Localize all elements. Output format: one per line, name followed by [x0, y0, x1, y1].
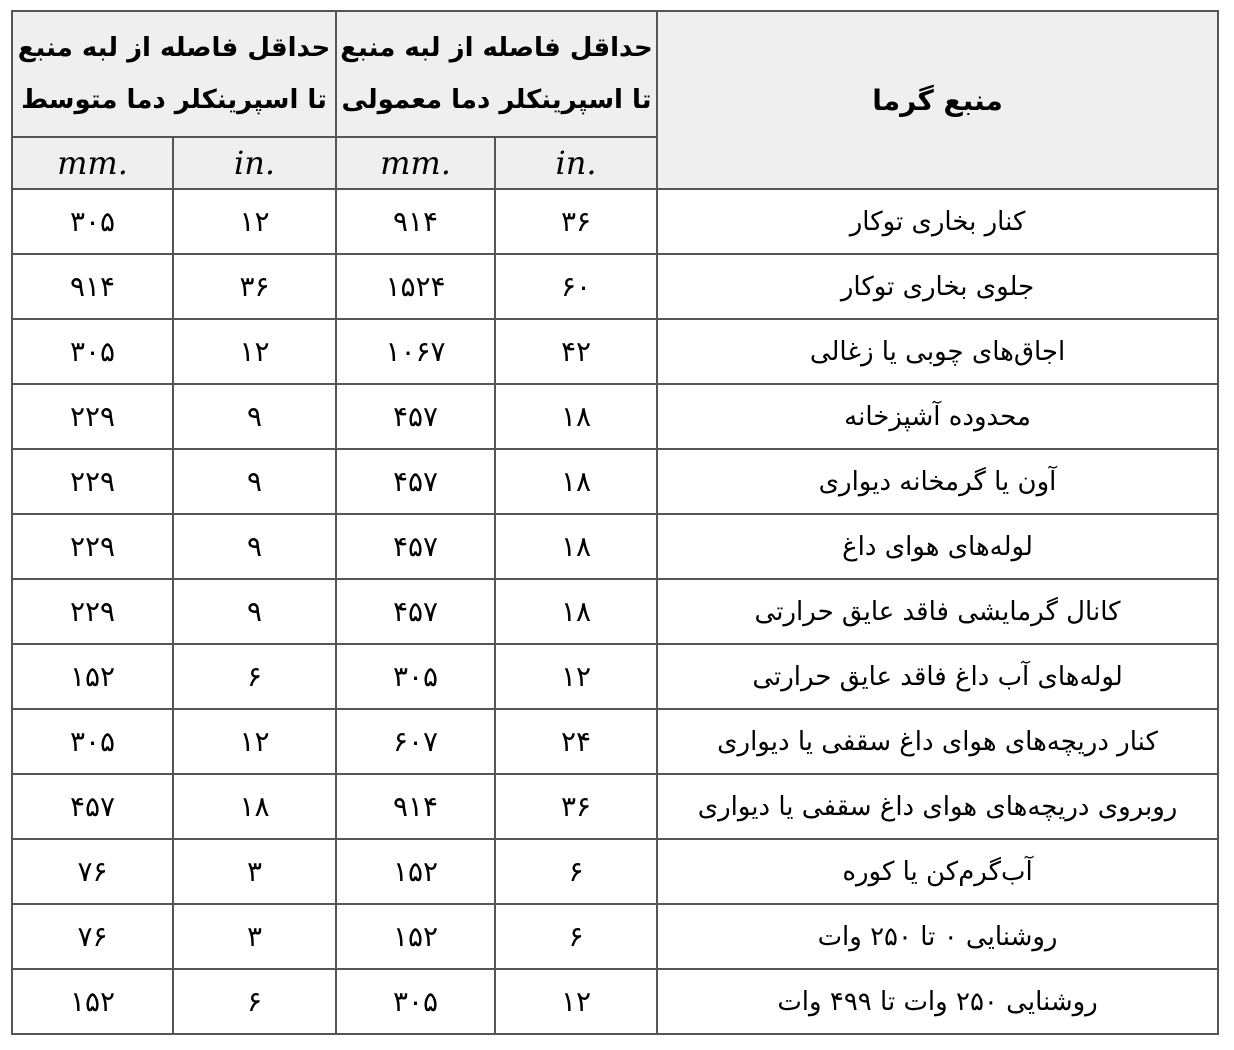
- heat-source-clearance-table: [11, 10, 1219, 1035]
- intermediate-mm-header: mm.: [12, 137, 173, 189]
- intermediate-mm-cell: ۷۶: [12, 839, 173, 904]
- standard-in-cell: ۶: [495, 904, 657, 969]
- standard-mm-cell: ۱۵۲: [336, 904, 495, 969]
- intermediate-mm-cell: ۷۶: [12, 904, 173, 969]
- standard-in-cell: ۴۲: [495, 319, 657, 384]
- table-row: [12, 969, 1218, 1034]
- intermediate-header-line1: حداقل فاصله از لبه منبع: [17, 33, 331, 63]
- intermediate-temp-header: [12, 11, 336, 137]
- heat-source-cell: آب‌گرم‌کن یا کوره: [657, 839, 1218, 904]
- intermediate-mm-cell: ۲۲۹: [12, 514, 173, 579]
- standard-mm-cell: ۳۰۵: [336, 644, 495, 709]
- standard-in-cell: ۱۲: [495, 969, 657, 1034]
- intermediate-mm-cell: ۲۲۹: [12, 384, 173, 449]
- heat-source-cell: آون یا گرمخانه دیواری: [657, 449, 1218, 514]
- table-row: [12, 514, 1218, 579]
- intermediate-mm-cell: ۹۱۴: [12, 254, 173, 319]
- standard-mm-cell: ۴۵۷: [336, 579, 495, 644]
- standard-temp-header: [336, 11, 657, 137]
- standard-mm-cell: ۳۰۵: [336, 969, 495, 1034]
- standard-in-cell: ۱۲: [495, 644, 657, 709]
- standard-mm-header: mm.: [336, 137, 495, 189]
- intermediate-in-cell: ۶: [173, 969, 336, 1034]
- standard-mm-cell: ۹۱۴: [336, 774, 495, 839]
- table-row: [12, 449, 1218, 514]
- table-row: [12, 384, 1218, 449]
- intermediate-mm-cell: ۳۰۵: [12, 319, 173, 384]
- standard-in-cell: ۳۶: [495, 774, 657, 839]
- intermediate-mm-cell: ۳۰۵: [12, 189, 173, 254]
- heat-source-cell: لوله‌های آب داغ فاقد عایق حرارتی: [657, 644, 1218, 709]
- intermediate-header-line2: تا اسپرینکلر دما متوسط: [21, 85, 327, 115]
- standard-in-cell: ۱۸: [495, 384, 657, 449]
- heat-source-cell: کانال گرمایشی فاقد عایق حرارتی: [657, 579, 1218, 644]
- standard-mm-cell: ۴۵۷: [336, 514, 495, 579]
- standard-mm-cell: ۶۰۷: [336, 709, 495, 774]
- table-row: [12, 644, 1218, 709]
- intermediate-in-cell: ۶: [173, 644, 336, 709]
- table-row: [12, 839, 1218, 904]
- standard-mm-cell: ۴۵۷: [336, 449, 495, 514]
- standard-in-cell: ۱۸: [495, 514, 657, 579]
- intermediate-in-cell: ۳۶: [173, 254, 336, 319]
- intermediate-in-cell: ۹: [173, 449, 336, 514]
- table-row: [12, 709, 1218, 774]
- standard-mm-cell: ۱۵۲۴: [336, 254, 495, 319]
- standard-mm-cell: ۴۵۷: [336, 384, 495, 449]
- heat-source-cell: روشنایی ۲۵۰ وات تا ۴۹۹ وات: [657, 969, 1218, 1034]
- heat-source-cell: جلوی بخاری توکار: [657, 254, 1218, 319]
- intermediate-in-cell: ۹: [173, 384, 336, 449]
- standard-in-cell: ۳۶: [495, 189, 657, 254]
- heat-source-cell: روبروی دریچه‌های هوای داغ سقفی یا دیواری: [657, 774, 1218, 839]
- intermediate-in-cell: ۳: [173, 839, 336, 904]
- table-row: [12, 579, 1218, 644]
- standard-in-cell: ۱۸: [495, 579, 657, 644]
- intermediate-in-cell: ۱۲: [173, 319, 336, 384]
- table-row: [12, 774, 1218, 839]
- standard-in-cell: ۲۴: [495, 709, 657, 774]
- standard-mm-cell: ۹۱۴: [336, 189, 495, 254]
- intermediate-mm-cell: ۱۵۲: [12, 644, 173, 709]
- heat-source-cell: روشنایی ۰ تا ۲۵۰ وات: [657, 904, 1218, 969]
- standard-header-line1: حداقل فاصله از لبه منبع: [340, 33, 653, 63]
- standard-mm-cell: ۱۵۲: [336, 839, 495, 904]
- intermediate-mm-cell: ۳۰۵: [12, 709, 173, 774]
- intermediate-in-cell: ۹: [173, 514, 336, 579]
- table-row: [12, 254, 1218, 319]
- standard-in-header: in.: [495, 137, 657, 189]
- intermediate-in-cell: ۱۲: [173, 709, 336, 774]
- heat-source-cell: اجاق‌های چوبی یا زغالی: [657, 319, 1218, 384]
- intermediate-in-cell: ۳: [173, 904, 336, 969]
- table-body: [12, 189, 1218, 1034]
- standard-header-line2: تا اسپرینکلر دما معمولی: [341, 85, 652, 115]
- standard-in-cell: ۶: [495, 839, 657, 904]
- standard-mm-cell: ۱۰۶۷: [336, 319, 495, 384]
- intermediate-in-cell: ۹: [173, 579, 336, 644]
- intermediate-in-header: in.: [173, 137, 336, 189]
- table-row: [12, 189, 1218, 254]
- standard-in-cell: ۱۸: [495, 449, 657, 514]
- table-row: [12, 904, 1218, 969]
- heat-source-cell: کنار بخاری توکار: [657, 189, 1218, 254]
- intermediate-in-cell: ۱۸: [173, 774, 336, 839]
- standard-in-cell: ۶۰: [495, 254, 657, 319]
- heat-source-header: منبع گرما: [657, 11, 1218, 189]
- intermediate-mm-cell: ۴۵۷: [12, 774, 173, 839]
- heat-source-cell: لوله‌های هوای داغ: [657, 514, 1218, 579]
- intermediate-mm-cell: ۲۲۹: [12, 579, 173, 644]
- heat-source-cell: کنار دریچه‌های هوای داغ سقفی یا دیواری: [657, 709, 1218, 774]
- intermediate-mm-cell: ۱۵۲: [12, 969, 173, 1034]
- intermediate-mm-cell: ۲۲۹: [12, 449, 173, 514]
- table-row: [12, 319, 1218, 384]
- heat-source-cell: محدوده آشپزخانه: [657, 384, 1218, 449]
- intermediate-in-cell: ۱۲: [173, 189, 336, 254]
